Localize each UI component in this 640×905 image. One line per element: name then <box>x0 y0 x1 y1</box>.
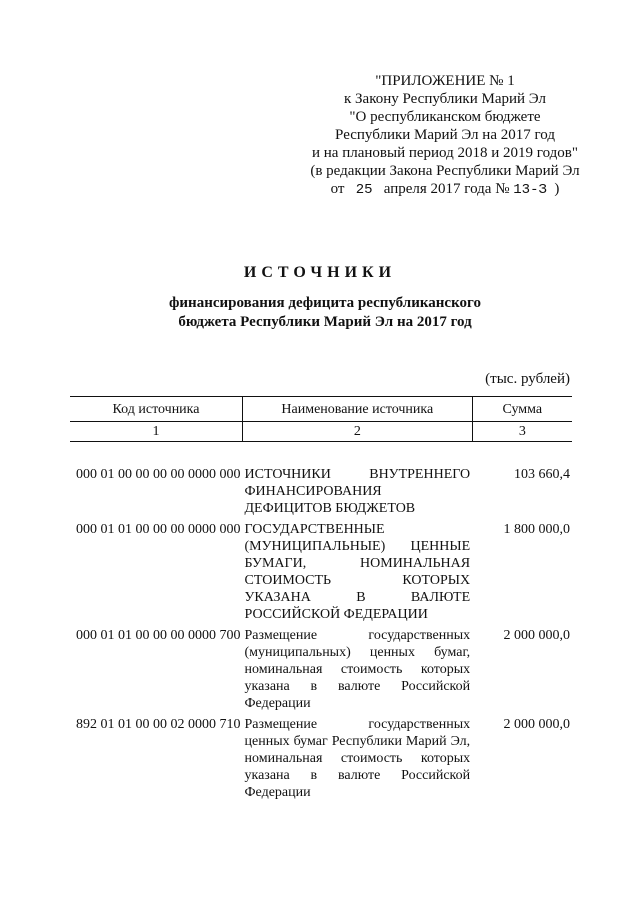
source-name: ИСТОЧНИКИ ВНУТРЕННЕГО ФИНАНСИРОВАНИЯ ДЕФИЦИТОВ БЮДЖЕТОВ <box>244 467 471 516</box>
header-sum: Сумма <box>472 397 572 422</box>
source-name: Размещение государственных (муниципальных) ценных бумаг, номинальная стоимость которых указана в валюте Российской Федерации <box>244 628 471 711</box>
law-number: 13-З <box>513 182 547 198</box>
date-day: 25 <box>355 182 373 198</box>
table-row <box>70 716 572 805</box>
table-header-row <box>70 397 572 422</box>
source-code: 000 01 00 00 00 00 0000 000 <box>76 467 241 482</box>
units-label: (тыс. рублей) <box>485 371 570 387</box>
appendix-law-name-1: "О республиканском бюджете <box>349 109 541 125</box>
source-code: 000 01 01 00 00 00 0000 000 <box>76 522 241 537</box>
appendix-law-ref: к Закону Республики Марий Эл <box>343 91 546 107</box>
date-rest: апреля 2017 года № <box>383 181 510 197</box>
source-code: 000 01 01 00 00 00 0000 700 <box>76 628 241 643</box>
appendix-title: "ПРИЛОЖЕНИЕ № 1 <box>375 73 515 89</box>
table-row <box>70 627 572 716</box>
appendix-edition-date <box>300 180 590 199</box>
subtitle-line-2: бюджета Республики Марий Эл на 2017 год <box>178 314 472 330</box>
appendix-law-name-2: Республики Марий Эл на 2017 год <box>335 127 555 143</box>
source-name: ГОСУДАРСТВЕННЫЕ (МУНИЦИПАЛЬНЫЕ) ЦЕННЫЕ БУМАГИ, НОМИНАЛЬНАЯ СТОИМОСТЬ КОТОРЫХ УКАЗАНА В ВАЛЮТЕ РОССИЙСКОЙ ФЕДЕРАЦИИ <box>244 522 471 622</box>
source-sum: 2 000 000,0 <box>503 717 570 732</box>
column-number-3: 3 <box>472 422 572 442</box>
appendix-law-name-3: и на плановый период 2018 и 2019 годов" <box>312 145 578 161</box>
source-sum: 103 660,4 <box>514 467 570 482</box>
appendix-edition: (в редакции Закона Республики Марий Эл <box>310 163 580 179</box>
date-prefix: от <box>330 181 345 197</box>
source-sum: 1 800 000,0 <box>503 522 570 537</box>
sources-table <box>70 396 572 805</box>
subtitle-line-1: финансирования дефицита республиканского <box>169 295 481 311</box>
source-name: Размещение государственных ценных бумаг Республики Марий Эл, номинальная стоимость которых указана в валюте Российской Федерации <box>244 717 471 800</box>
column-number-1: 1 <box>70 422 243 442</box>
table-row <box>70 442 572 522</box>
header-name: Наименование источника <box>243 397 473 422</box>
document-subtitle <box>130 294 520 332</box>
date-suffix: ) <box>554 181 560 197</box>
table-row <box>70 521 572 627</box>
document-title: ИСТОЧНИКИ <box>243 264 397 281</box>
header-code: Код источника <box>70 397 243 422</box>
source-sum: 2 000 000,0 <box>503 628 570 643</box>
source-code: 892 01 01 00 00 02 0000 710 <box>76 717 241 732</box>
column-number-2: 2 <box>243 422 473 442</box>
appendix-header <box>300 72 590 199</box>
table-number-row <box>70 422 572 442</box>
